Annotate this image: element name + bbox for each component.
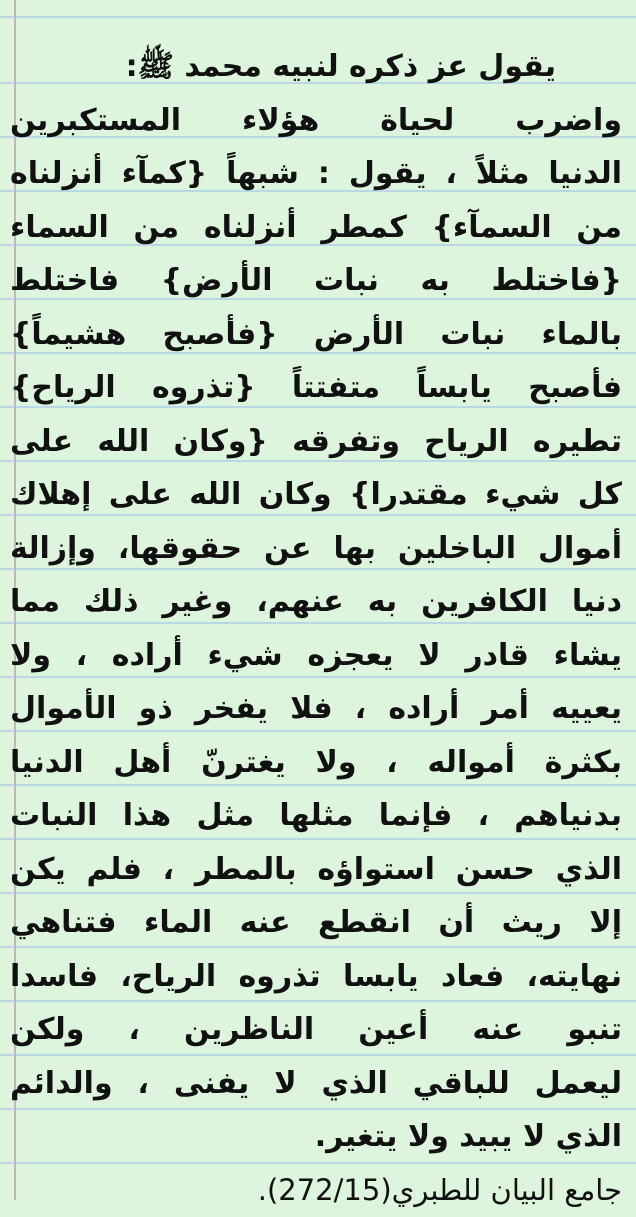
text-line: الدنيا مثلاً ، يقول : شبهاً {كمآء أنزلناه — [10, 147, 622, 201]
text-line: أموال الباخلين بها عن حقوقها، وإزالة — [10, 522, 622, 576]
text-line: فأصبح يابساً متفتتاً {تذروه الرياح} — [10, 361, 622, 415]
text-line: دنيا الكافرين به عنهم، وغير ذلك مما — [10, 575, 622, 629]
text-line: الذي حسن استواؤه بالمطر ، فلم يكن — [10, 843, 622, 897]
text-line: بكثرة أمواله ، ولا يغترنّ أهل الدنيا — [10, 736, 622, 790]
text-line: الذي لا يبيد ولا يتغير. — [10, 1110, 622, 1164]
tafsir-text-block — [10, 40, 622, 1217]
source-citation: جامع البيان للطبري(272/15). — [10, 1164, 622, 1217]
text-line: كل شيء مقتدرا} وكان الله على إهلاك — [10, 468, 622, 522]
text-line: يشاء قادر لا يعجزه شيء أراده ، ولا — [10, 629, 622, 683]
text-line: إلا ريث أن انقطع عنه الماء فتناهي — [10, 896, 622, 950]
text-line: بالماء نبات الأرض {فأصبح هشيماً} — [10, 308, 622, 362]
text-line: تنبو عنه أعين الناظرين ، ولكن — [10, 1003, 622, 1057]
text-line: ليعمل للباقي الذي لا يفنى ، والدائم — [10, 1057, 622, 1111]
text-line: نهايته، فعاد يابسا تذروه الرياح، فاسدا — [10, 950, 622, 1004]
text-line: بدنياهم ، فإنما مثلها مثل هذا النبات — [10, 789, 622, 843]
text-line: واضرب لحياة هؤلاء المستكبرين — [10, 94, 622, 148]
text-line: يعييه أمر أراده ، فلا يفخر ذو الأموال — [10, 682, 622, 736]
text-line: يقول عز ذكره لنبيه محمد ﷺ: — [10, 40, 622, 94]
text-line: {فاختلط به نبات الأرض} فاختلط — [10, 254, 622, 308]
text-line: من السمآء} كمطر أنزلناه من السماء — [10, 201, 622, 255]
text-line: تطيره الرياح وتفرقه {وكان الله على — [10, 415, 622, 469]
